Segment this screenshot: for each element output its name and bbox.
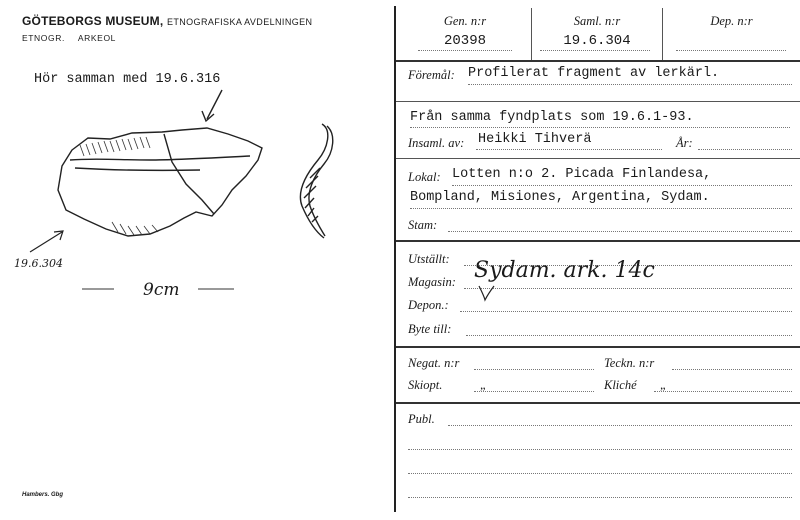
negat-label: Negat. n:r	[408, 356, 460, 370]
magasin-check-mark	[476, 282, 496, 302]
ar-line	[698, 149, 792, 150]
saml-number-line	[540, 50, 650, 51]
belongs-with-note: Hör samman med 19.6.316	[34, 72, 221, 87]
museum-name: GÖTEBORGS MUSEUM,	[22, 14, 164, 28]
card-left-border	[394, 6, 396, 512]
lokal-line2: Bompland, Misiones, Argentina, Sydam.	[410, 190, 710, 205]
department-name: ETNOGRAFISKA AVDELNINGEN	[166, 17, 313, 27]
profile-section	[300, 124, 332, 238]
utstallt-label: Utställt:	[408, 252, 450, 266]
foremal-rule	[396, 101, 800, 102]
saml-number-label: Saml. n:r	[573, 14, 621, 28]
publ-line-4	[408, 497, 792, 498]
magasin-label: Magasin:	[408, 275, 456, 289]
foremal-line2-dots	[410, 127, 790, 128]
negat-rule	[396, 402, 800, 404]
foremal-value: Profilerat fragment av lerkärl.	[468, 66, 720, 81]
magasin-value: Sydam. ark. 14c	[474, 258, 655, 283]
kliche-label: Kliché	[604, 378, 637, 392]
printer-mark: Hambers. Gbg	[22, 492, 64, 498]
publ-line-3	[408, 473, 792, 474]
publ-label: Publ.	[408, 412, 435, 426]
ar-label: År:	[676, 136, 693, 150]
lokal-label: Lokal:	[408, 170, 441, 184]
insaml-rule	[396, 158, 800, 159]
stam-label: Stam:	[408, 218, 438, 232]
skiopt-line	[474, 391, 594, 392]
sherd-hatching	[80, 137, 158, 235]
skiopt-ditto: „	[480, 378, 487, 392]
sherd-outline	[58, 128, 262, 236]
depon-label: Depon.:	[408, 298, 449, 312]
magasin-line	[464, 288, 792, 289]
kliche-line	[654, 391, 792, 392]
insaml-line	[476, 149, 662, 150]
dep-number-label: Dep. n:r	[710, 14, 753, 28]
stam-line	[448, 231, 792, 232]
teckn-line	[672, 369, 792, 370]
negat-line	[474, 369, 594, 370]
header-rule	[396, 60, 800, 62]
foremal-label: Föremål:	[408, 68, 455, 82]
teckn-label: Teckn. n:r	[604, 356, 655, 370]
depon-line	[460, 311, 792, 312]
byte-rule	[396, 346, 800, 348]
saml-number-value: 19.6.304	[563, 33, 631, 49]
pointer-arrow-icon	[202, 90, 222, 121]
lokal-value: Lotten n:o 2. Picada Finlandesa,	[452, 167, 712, 182]
gen-number-label: Gen. n:r	[443, 14, 487, 28]
gen-number-line	[418, 50, 512, 51]
section-arkeol: ARKEOL	[77, 33, 116, 43]
byte-label: Byte till:	[408, 322, 452, 336]
publ-line-1	[448, 425, 792, 426]
lokal-line2-dots	[410, 208, 792, 209]
scale-label: 9cm	[143, 280, 180, 300]
gen-number-value: 20398	[443, 33, 486, 49]
fragment-number-label: 19.6.304	[14, 257, 63, 270]
arrow-to-304-icon	[30, 231, 63, 252]
foremal-line2: Från samma fyndplats som 19.6.1-93.	[410, 110, 694, 125]
publ-line-2	[408, 449, 792, 450]
foremal-line	[468, 84, 792, 85]
lokal-line	[452, 185, 792, 186]
insaml-label: Insaml. av:	[408, 136, 465, 150]
section-etnogr: ETNOGR.	[22, 33, 65, 43]
byte-line	[466, 335, 792, 336]
insaml-value: Heikki Tihverä	[478, 132, 592, 147]
dep-number-line	[676, 50, 786, 51]
kliche-ditto: „	[660, 378, 667, 392]
stam-rule	[396, 240, 800, 242]
skiopt-label: Skiopt.	[408, 378, 443, 392]
